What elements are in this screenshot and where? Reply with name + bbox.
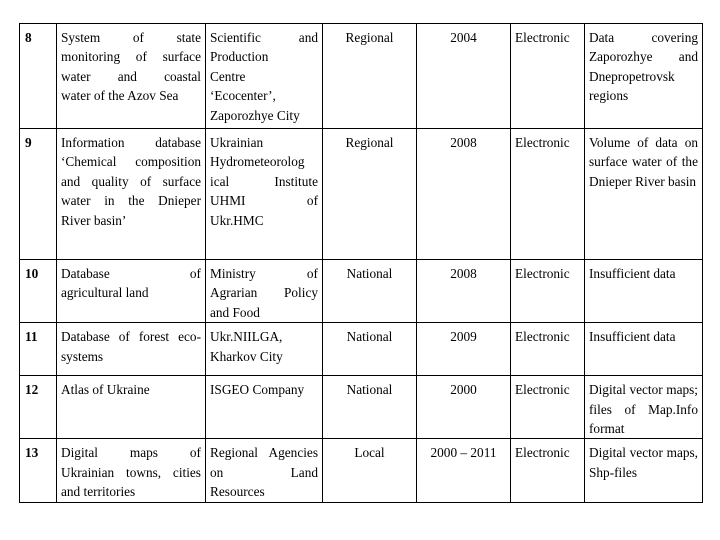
name-line: River basin’	[61, 212, 127, 228]
organization-cell	[206, 129, 323, 260]
notes-cell	[585, 439, 703, 502]
org-line: Hydrometeorolog	[210, 154, 305, 170]
no-text: 9	[25, 135, 32, 150]
org-line: Centre	[210, 68, 246, 84]
notes-line: files of Map.Info	[589, 401, 698, 417]
org-line: Agrarian Policy	[210, 285, 318, 301]
dataset-name-cell	[57, 24, 206, 129]
level-cell	[323, 323, 417, 376]
name-line: water in the Dnieper	[61, 193, 201, 209]
year-text: 2009	[450, 329, 477, 345]
notes-line: surface water of the	[589, 154, 698, 170]
row-number-cell	[20, 24, 57, 129]
year-text: 2000 – 2011	[430, 445, 497, 461]
name-line: water of the Azov Sea	[61, 88, 179, 104]
year-cell	[417, 129, 511, 260]
year-text: 2008	[450, 135, 477, 150]
notes-line: Zaporozhye and	[589, 49, 698, 65]
format-cell	[511, 260, 585, 323]
table-body	[20, 24, 703, 503]
name-line: Digital maps of	[61, 445, 201, 461]
no-text: 13	[25, 445, 39, 461]
level-cell	[323, 439, 417, 502]
format-cell	[511, 129, 585, 260]
notes-cell	[585, 129, 703, 260]
organization-cell	[206, 260, 323, 323]
notes-cell	[585, 323, 703, 376]
org-line: Scientific and	[210, 30, 318, 45]
org-line: UHMI of	[210, 193, 318, 209]
level-text: National	[346, 266, 393, 281]
format-text: Electronic	[515, 30, 570, 45]
year-cell	[417, 323, 511, 376]
year-cell	[417, 376, 511, 439]
name-line: systems	[61, 348, 104, 364]
notes-line: Digital vector maps,	[589, 445, 698, 461]
year-text: 2008	[450, 266, 477, 281]
org-line: on Land	[210, 464, 318, 480]
no-text: 11	[25, 329, 38, 345]
year-cell	[417, 439, 511, 502]
level-text: Regional	[345, 30, 394, 45]
name-line: water and coastal	[61, 68, 201, 84]
level-cell	[323, 129, 417, 260]
organization-cell	[206, 439, 323, 502]
org-line: Regional Agencies	[210, 445, 318, 461]
table-row	[20, 129, 703, 260]
notes-line: Data covering	[589, 30, 698, 45]
level-text: Local	[354, 445, 385, 461]
notes-cell	[585, 260, 703, 323]
format-cell	[511, 439, 585, 502]
row-number-cell	[20, 323, 57, 376]
notes-line: Shp-files	[589, 464, 638, 480]
row-number-cell	[20, 260, 57, 323]
level-text: Regional	[345, 135, 394, 150]
organization-cell	[206, 323, 323, 376]
org-line: Production	[210, 49, 269, 65]
org-line: Resources	[210, 484, 265, 500]
year-text: 2004	[450, 30, 477, 45]
format-text: Electronic	[515, 266, 570, 281]
level-text: National	[346, 382, 393, 398]
org-line: ‘Ecocenter’,	[210, 88, 276, 104]
format-cell	[511, 323, 585, 376]
table-row	[20, 376, 703, 439]
notes-line: Insufficient data	[589, 266, 676, 281]
dataset-name-cell	[57, 260, 206, 323]
name-line: ‘Chemical composition	[61, 154, 201, 170]
no-text: 8	[25, 30, 32, 45]
format-text: Electronic	[515, 329, 570, 345]
name-line: Database of	[61, 266, 201, 281]
level-text: National	[346, 329, 393, 345]
notes-line: format	[589, 421, 625, 437]
row-number-cell	[20, 439, 57, 502]
notes-line: Digital vector maps;	[589, 382, 698, 398]
dataset-name-cell	[57, 129, 206, 260]
no-text: 10	[25, 266, 39, 281]
notes-line: regions	[589, 88, 629, 104]
name-line: agricultural land	[61, 285, 149, 301]
name-line: System of state	[61, 30, 201, 45]
notes-line: Dnieper River basin	[589, 173, 697, 189]
row-number-cell	[20, 129, 57, 260]
org-line: Kharkov City	[210, 348, 283, 364]
org-line: Ukrainian	[210, 135, 264, 150]
name-line: Ukrainian towns, cities	[61, 464, 201, 480]
level-cell	[323, 376, 417, 439]
table-row	[20, 323, 703, 376]
name-line: and quality of surface	[61, 173, 201, 189]
org-line: ical Institute	[210, 173, 318, 189]
table-row	[20, 24, 703, 129]
format-text: Electronic	[515, 445, 570, 461]
row-number-cell	[20, 376, 57, 439]
name-line: Information database	[61, 135, 201, 150]
notes-cell	[585, 376, 703, 439]
organization-cell	[206, 376, 323, 439]
year-cell	[417, 260, 511, 323]
level-cell	[323, 260, 417, 323]
table-row	[20, 260, 703, 323]
organization-cell	[206, 24, 323, 129]
format-cell	[511, 376, 585, 439]
org-line: Zaporozhye City	[210, 107, 300, 123]
format-text: Electronic	[515, 135, 570, 150]
org-line: ISGEO Company	[210, 382, 305, 398]
notes-line: Dnepropetrovsk	[589, 68, 675, 84]
format-text: Electronic	[515, 382, 570, 398]
table-row	[20, 439, 703, 502]
org-line: and Food	[210, 304, 260, 320]
dataset-name-cell	[57, 439, 206, 502]
name-line: and territories	[61, 484, 136, 500]
org-line: Ministry of	[210, 266, 318, 281]
org-line: Ukr.HMC	[210, 212, 264, 228]
name-line: monitoring of surface	[61, 49, 201, 65]
name-line: Atlas of Ukraine	[61, 382, 150, 398]
data-sources-table	[19, 23, 703, 503]
name-line: Database of forest eco-	[61, 329, 201, 345]
no-text: 12	[25, 382, 39, 398]
year-text: 2000	[450, 382, 477, 398]
dataset-name-cell	[57, 323, 206, 376]
format-cell	[511, 24, 585, 129]
notes-line: Volume of data on	[589, 135, 698, 150]
year-cell	[417, 24, 511, 129]
notes-cell	[585, 24, 703, 129]
notes-line: Insufficient data	[589, 329, 676, 345]
level-cell	[323, 24, 417, 129]
org-line: Ukr.NIILGA,	[210, 329, 283, 345]
dataset-name-cell	[57, 376, 206, 439]
